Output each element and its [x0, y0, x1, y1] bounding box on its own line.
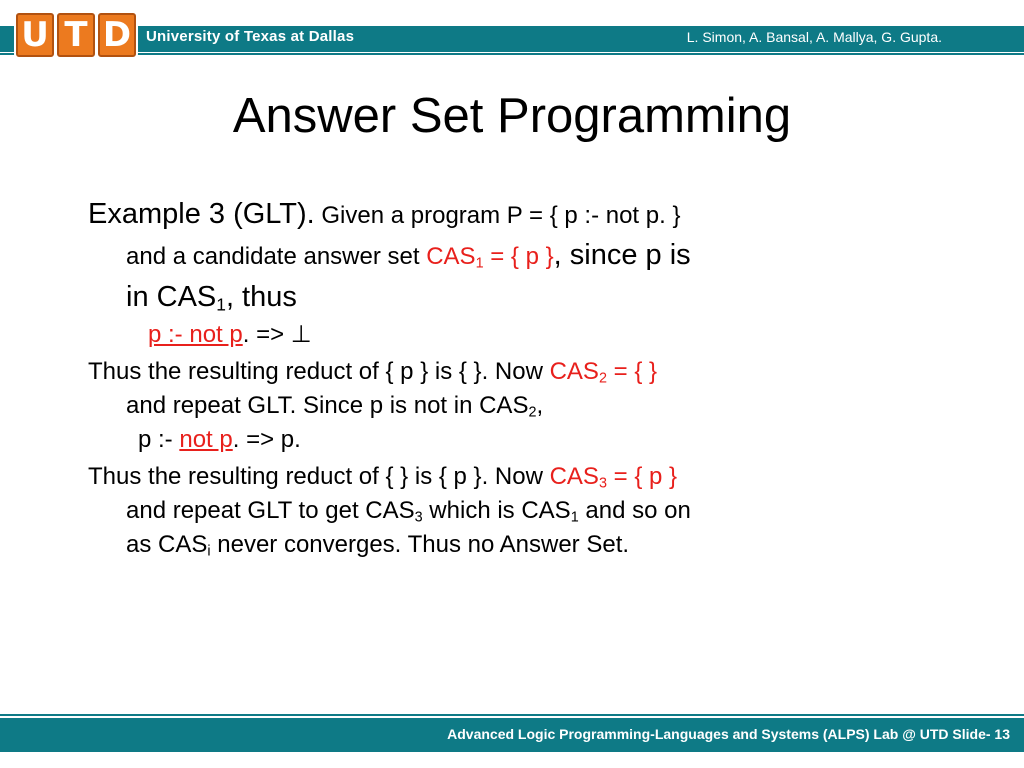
utd-logo [14, 10, 138, 60]
example-lead: Example 3 (GLT). [88, 198, 315, 230]
logo-letter-u: U [16, 13, 54, 57]
text: Given a program P = { p :- not p. } [314, 202, 681, 229]
text: and so on [578, 496, 691, 524]
subscript: 2 [598, 370, 607, 387]
text: = { p } [606, 462, 678, 490]
text: and a candidate answer set [126, 243, 427, 271]
footer-divider [0, 714, 1024, 716]
authors: L. Simon, A. Bansal, A. Mallya, G. Gupta. [686, 29, 942, 45]
subscript: 3 [598, 475, 607, 492]
text: = { p } [483, 243, 554, 271]
text: Thus the resulting reduct of { p } is { }. Now [88, 357, 550, 385]
logo-letter-t: T [57, 13, 95, 57]
text: CAS [549, 357, 599, 385]
text: , [536, 392, 544, 420]
text: and repeat GLT to get CAS [126, 496, 415, 524]
text: CAS [549, 462, 599, 490]
text: CAS [426, 243, 476, 271]
slide-body [88, 194, 948, 563]
subscript: 1 [216, 294, 226, 315]
text: p :- [138, 426, 180, 454]
paragraph-reduct-2 [88, 460, 948, 563]
text: = { } [606, 357, 658, 385]
subscript: i [207, 543, 211, 560]
slide-title: Answer Set Programming [232, 89, 792, 143]
text: in CAS [126, 280, 217, 313]
footer-text: Advanced Logic Programming-Languages and Systems (ALPS) Lab @ UTD Slide- 13 [447, 726, 1010, 742]
rule-line-2 [88, 423, 948, 457]
subscript: 1 [475, 256, 484, 273]
text: , since p is [553, 239, 691, 272]
text: never converges. Thus no Answer Set. [210, 531, 630, 559]
subscript: 2 [528, 404, 537, 421]
subscript: 3 [414, 509, 423, 526]
text: . => p. [232, 426, 301, 454]
subscript: 1 [570, 509, 579, 526]
text: Thus the resulting reduct of { } is { p }. Now [88, 462, 550, 490]
logo-letter-d: D [98, 13, 136, 57]
header-divider [0, 53, 1024, 55]
text: as CAS [126, 531, 208, 559]
text: and repeat GLT. Since p is not in CAS [126, 392, 529, 420]
cas3-label [550, 463, 677, 490]
text: which is CAS [422, 496, 571, 524]
underlined-rule: not p [179, 426, 233, 454]
paragraph-reduct-1 [88, 355, 948, 424]
rule-line-1 [88, 318, 948, 352]
cas2-label [550, 358, 657, 385]
cas1-label [426, 243, 554, 273]
university-name: University of Texas at Dallas [146, 28, 355, 45]
text: , thus [225, 280, 297, 313]
paragraph-example [88, 194, 948, 318]
underlined-rule: p :- not p [148, 321, 243, 349]
text: . => ⊥ [242, 321, 312, 349]
